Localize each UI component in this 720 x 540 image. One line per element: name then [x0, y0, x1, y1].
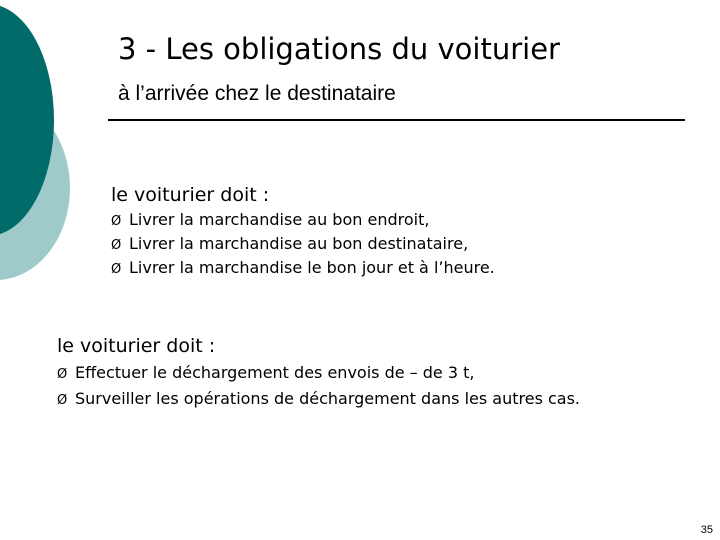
section1-heading: le voiturier doit :	[111, 184, 270, 206]
slide-title: 3 - Les obligations du voiturier	[118, 32, 560, 66]
section2-list	[57, 360, 580, 412]
list-item	[57, 386, 580, 412]
section2-heading: le voiturier doit :	[57, 335, 216, 357]
list-item	[57, 360, 580, 386]
list-item-text: Livrer la marchandise au bon destinataire,	[129, 234, 469, 253]
decorative-circles	[0, 0, 90, 300]
title-divider	[108, 119, 685, 121]
list-item-text: Livrer la marchandise au bon endroit,	[129, 210, 430, 229]
section1-list	[111, 208, 495, 280]
arrow-bullet-icon: Ø	[57, 367, 68, 382]
arrow-bullet-icon: Ø	[111, 238, 122, 253]
arrow-bullet-icon: Ø	[57, 393, 68, 408]
arrow-bullet-icon: Ø	[111, 262, 122, 277]
slide-subtitle: à l’arrivée chez le destinataire	[118, 82, 396, 105]
arrow-bullet-icon: Ø	[111, 214, 122, 229]
list-item-text: Effectuer le déchargement des envois de – de 3 t,	[75, 363, 475, 382]
list-item-text: Livrer la marchandise le bon jour et à l’heure.	[129, 258, 495, 277]
page-number: 35	[700, 524, 713, 536]
list-item	[111, 232, 495, 256]
list-item-text: Surveiller les opérations de déchargement dans les autres cas.	[75, 389, 581, 408]
list-item	[111, 256, 495, 280]
list-item	[111, 208, 495, 232]
